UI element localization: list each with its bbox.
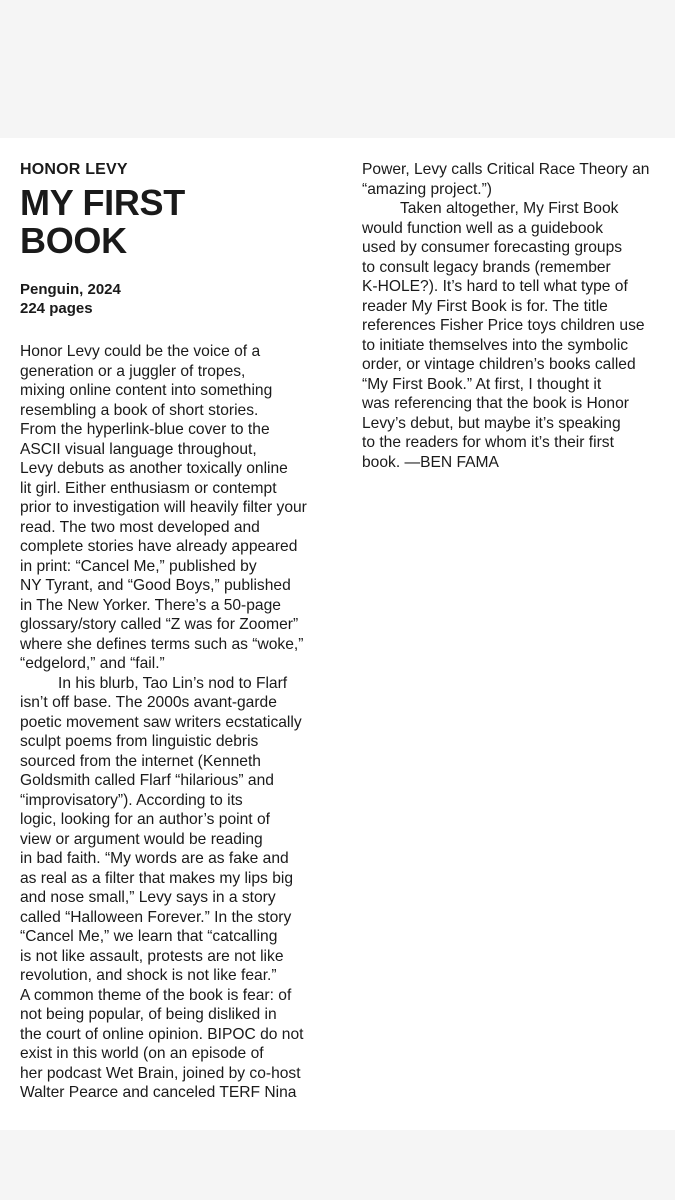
text-line: exist in this world (on an episode of — [20, 1045, 264, 1062]
text-line: “edgelord,” and “fail.” — [20, 655, 165, 672]
text-line: view or argument would be reading — [20, 830, 263, 848]
text-line: sourced from the internet (Kenneth — [20, 752, 261, 770]
text-line: NY Tyrant, and “Good Boys,” published — [20, 577, 291, 594]
review-body-left — [20, 342, 345, 1103]
text-line: to the readers for whom it’s their first — [362, 434, 614, 451]
book-title-line-2: BOOK — [20, 220, 127, 261]
text-line: in bad faith. “My words are as fake and — [20, 850, 289, 867]
book-title-line-1: MY FIRST — [20, 182, 185, 223]
text-line: to initiate themselves into the symbolic — [362, 336, 629, 354]
text-line: complete stories have already appeared — [20, 538, 298, 555]
text-line: in print: “Cancel Me,” published by — [20, 557, 257, 575]
right-column — [362, 160, 662, 472]
book-title — [20, 184, 345, 260]
text-line: references Fisher Price toys children use — [362, 317, 645, 334]
text-line: her podcast Wet Brain, joined by co-host — [20, 1064, 301, 1082]
text-line: “Cancel Me,” we learn that “catcalling — [20, 928, 278, 945]
text-line: the court of online opinion. BIPOC do not — [20, 1025, 304, 1043]
text-line: used by consumer forecasting groups — [362, 239, 623, 256]
text-line: Goldsmith called Flarf “hilarious” and — [20, 772, 274, 789]
publisher-year: Penguin, 2024 — [20, 281, 121, 298]
text-line: A common theme of the book is fear: of — [20, 986, 292, 1004]
text-line: would function well as a guidebook — [362, 219, 603, 237]
text-line: Levy’s debut, but maybe it’s speaking — [362, 414, 621, 432]
text-line: logic, looking for an author’s point of — [20, 811, 270, 828]
text-line: Power, Levy calls Critical Race Theory an — [362, 161, 650, 178]
left-column — [20, 160, 345, 1103]
text-line: as real as a filter that makes my lips big — [20, 869, 293, 887]
text-line: book. —BEN FAMA — [362, 453, 499, 471]
text-line: K-HOLE?). It’s hard to tell what type of — [362, 278, 628, 295]
text-line: In his blurb, Tao Lin’s nod to Flarf — [58, 674, 288, 692]
text-line: in The New Yorker. There’s a 50-page — [20, 596, 281, 614]
text-line: poetic movement saw writers ecstatically — [20, 713, 302, 731]
text-line: lit girl. Either enthusiasm or contempt — [20, 479, 277, 497]
page-count: 224 pages — [20, 300, 93, 317]
author-name: HONOR LEVY — [20, 161, 128, 178]
text-line: Honor Levy could be the voice of a — [20, 343, 261, 360]
text-line: read. The two most developed and — [20, 518, 260, 536]
text-line: revolution, and shock is not like fear.” — [20, 967, 277, 984]
review-page — [0, 138, 675, 1130]
text-line: sculpt poems from linguistic debris — [20, 733, 259, 750]
text-line: resembling a book of short stories. — [20, 401, 259, 419]
book-meta — [20, 280, 345, 318]
text-line: not being popular, of being disliked in — [20, 1006, 277, 1023]
text-line: order, or vintage children’s books called — [362, 356, 636, 373]
text-line: glossary/story called “Z was for Zoomer” — [20, 616, 299, 633]
text-line: From the hyperlink-blue cover to the — [20, 421, 270, 438]
text-line: generation or a juggler of tropes, — [20, 362, 246, 380]
text-line: Levy debuts as another toxically online — [20, 460, 288, 477]
text-line: “My First Book.” At first, I thought it — [362, 375, 602, 393]
review-body-right — [362, 160, 662, 472]
text-line: called “Halloween Forever.” In the story — [20, 908, 292, 926]
text-line: ASCII visual language throughout, — [20, 440, 257, 458]
text-line: to consult legacy brands (remember — [362, 258, 611, 276]
text-line: is not like assault, protests are not like — [20, 947, 284, 965]
text-line: prior to investigation will heavily filter your — [20, 499, 307, 516]
text-line: Taken altogether, My First Book — [400, 200, 619, 217]
text-line: was referencing that the book is Honor — [362, 395, 629, 412]
text-line: isn’t off base. The 2000s avant-garde — [20, 694, 277, 711]
text-line: mixing online content into something — [20, 382, 273, 399]
text-line: Walter Pearce and canceled TERF Nina — [20, 1084, 297, 1101]
text-line: “improvisatory”). According to its — [20, 791, 243, 809]
text-line: reader My First Book is for. The title — [362, 297, 608, 315]
text-line: where she defines terms such as “woke,” — [20, 635, 304, 653]
text-line: and nose small,” Levy says in a story — [20, 889, 276, 906]
text-line: “amazing project.”) — [362, 180, 492, 198]
